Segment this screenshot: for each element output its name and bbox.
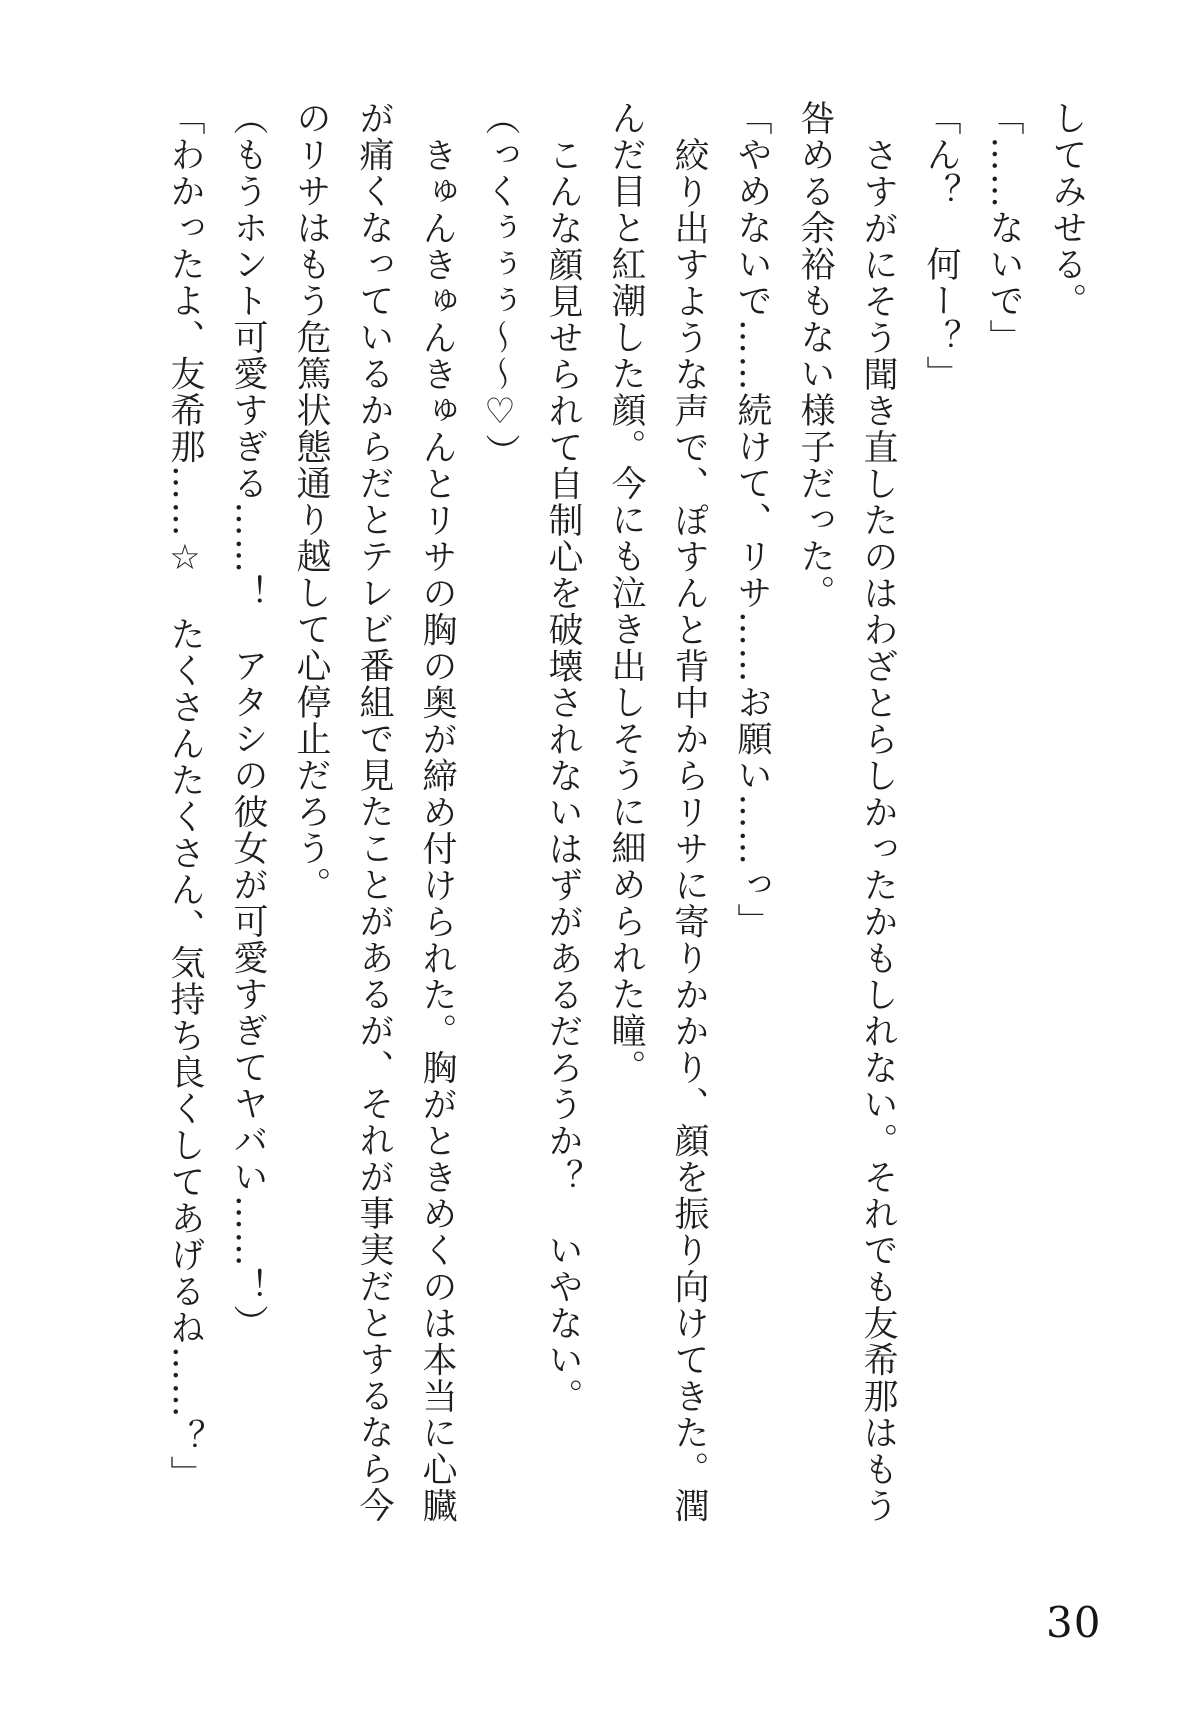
text-column: 「……ないで」: [984, 100, 1024, 356]
text-column: （もうホント可愛すぎる……！ アタシの彼女が可愛すぎてヤバい……！）: [228, 100, 268, 1341]
text-column: 絞り出すような声で、ぽすんと背中からリサに寄りかかり、顔を振り向けてきた。潤: [669, 137, 709, 1524]
text-column: が痛くなっているからだとテレビ番組で見たことがあるが、それが事実だとするなら今: [354, 100, 394, 1524]
text-column: きゅんきゅんきゅんとリサの胸の奥が締め付けられた。胸がときめくのは本当に心臓: [417, 137, 457, 1524]
text-column: 「ん？ 何ー？」: [921, 100, 961, 392]
text-column: のリサはもう危篤状態通り越して心停止だろう。: [291, 100, 331, 903]
text-column: 「わかったよ、友希那……☆ たくさんたくさん、気持ち良くしてあげるね……？」: [165, 100, 205, 1492]
text-column: さすがにそう聞き直したのはわざとらしかったかもしれない。それでも友希那はもう: [858, 137, 898, 1524]
text-column: んだ目と紅潮した顔。今にも泣き出しそうに細められた瞳。: [606, 100, 646, 1086]
text-column: （っくぅぅぅ～～♡）: [480, 100, 520, 470]
text-column: してみせる。: [1047, 100, 1087, 319]
page-text: [153, 100, 1098, 1544]
text-column: 咎める余裕もない様子だった。: [795, 100, 835, 611]
text-column: 「やめないで……続けて、リサ……お願い……っ」: [732, 100, 772, 940]
text-column: こんな顔見せられて自制心を破壊されないはずがあるだろうか？ いやない。: [543, 137, 583, 1415]
page-number: 30: [1046, 1598, 1102, 1647]
